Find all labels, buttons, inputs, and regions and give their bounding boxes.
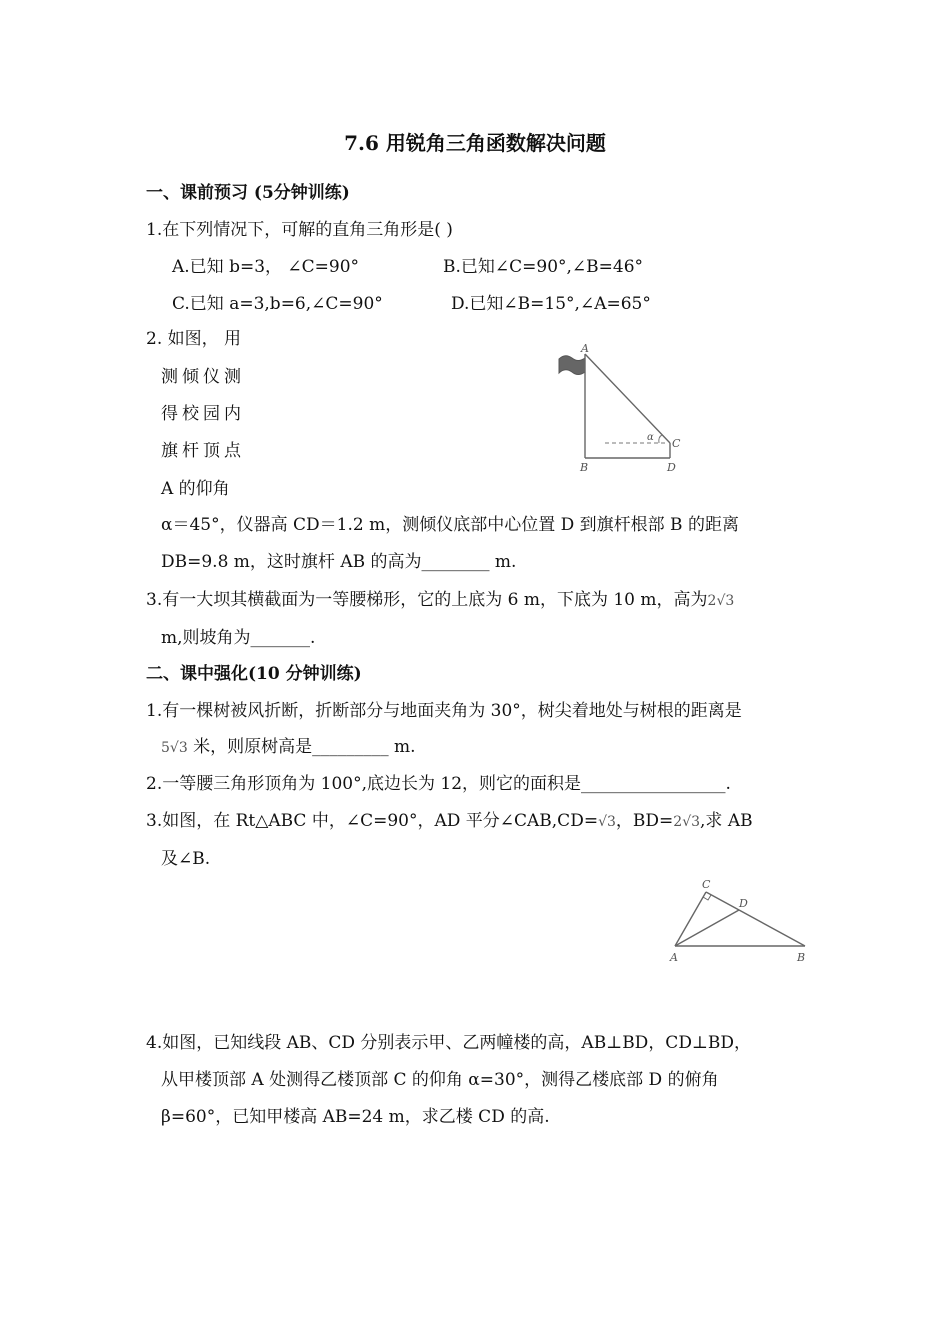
radical-2root3: 2√3 [707,593,735,609]
option-c: C.已知 a=3,b=6,∠C=90° [172,294,383,314]
label-b: B [580,461,589,474]
label-a: A [581,342,589,355]
question-1-2-line-7: DB=9.8 m，这时旗杆 AB 的高为________ m. [161,552,517,572]
label-b: B [797,951,806,964]
question-1-2-line-1: 2. 如图， 用 [146,329,242,349]
question-2-3-line-1 [146,810,753,833]
question-2-3-text-b: ，BD= [615,811,674,831]
question-1-2-line-3: 得校园内 [161,404,245,424]
question-1-2-line-4: 旗杆顶点 [161,441,245,461]
label-c: C [672,437,681,450]
page-title: 7.6 用锐角三角函数解决问题 [344,131,606,155]
question-2-4-line-1: 4.如图，已知线段 AB、CD 分别表示甲、乙两幢楼的高，AB⊥BD，CD⊥BD， [146,1033,752,1053]
option-b: B.已知∠C=90°,∠B=46° [443,257,644,277]
flagpole-figure [555,340,695,480]
question-2-1-line-1: 1.有一棵树被风折断，折断部分与地面夹角为 30°，树尖着地处与树根的距离是 [146,701,742,721]
question-2-4-line-2: 从甲楼顶部 A 处测得乙楼顶部 C 的仰角 α=30°，测得乙楼底部 D 的俯角 [161,1070,719,1090]
question-2-1-text: 米，则原树高是_________ m. [193,737,416,757]
question-1-1: 1.在下列情况下，可解的直角三角形是( ) [146,220,453,240]
question-2-3-text-c: ,求 AB [700,811,753,831]
triangle-figure [665,874,815,969]
question-1-2-line-6: α＝45°，仪器高 CD＝1.2 m，测倾仪底部中心位置 D 到旗杆根部 B 的距离 [161,515,739,535]
question-1-2-line-2: 测倾仪测 [161,367,245,387]
side-cb [706,892,805,946]
radical-root3: √3 [598,814,616,830]
label-a: A [670,951,678,964]
question-2-2: 2.一等腰三角形顶角为 100°,底边长为 12，则它的面积是_________________. [146,774,731,794]
option-d: D.已知∠B=15°,∠A=65° [451,294,651,314]
question-1-2-line-5: A 的仰角 [161,479,230,499]
question-2-3-text-a: 3.如图，在 Rt△ABC 中，∠C=90°，AD 平分∠CAB,CD= [146,811,599,831]
sight-line-ac [585,354,670,443]
question-1-3-text: 3.有一大坝其横截面为一等腰梯形，它的上底为 6 m，下底为 10 m，高为 [146,590,708,610]
question-2-1-line-2 [161,736,416,759]
flag-icon [559,356,585,375]
section-heading-preview: 一、课前预习 (5分钟训练) [146,183,350,203]
option-a: A.已知 b=3， ∠C=90° [172,257,360,277]
label-alpha: α [647,432,654,443]
angle-arc [659,435,662,443]
question-2-4-line-3: β=60°，已知甲楼高 AB=24 m，求乙楼 CD 的高. [161,1107,550,1127]
label-d: D [667,461,676,474]
label-d: D [739,897,748,910]
radical-5root3: 5√3 [161,740,188,756]
radical-2root3-bd: 2√3 [673,814,701,830]
label-c: C [702,878,711,891]
section-heading-practice: 二、课中强化(10 分钟训练) [146,664,362,684]
question-1-3-line-1 [146,589,734,612]
question-1-3-line-2: m,则坡角为_______. [161,628,316,648]
question-2-3-line-2: 及∠B. [161,849,211,869]
